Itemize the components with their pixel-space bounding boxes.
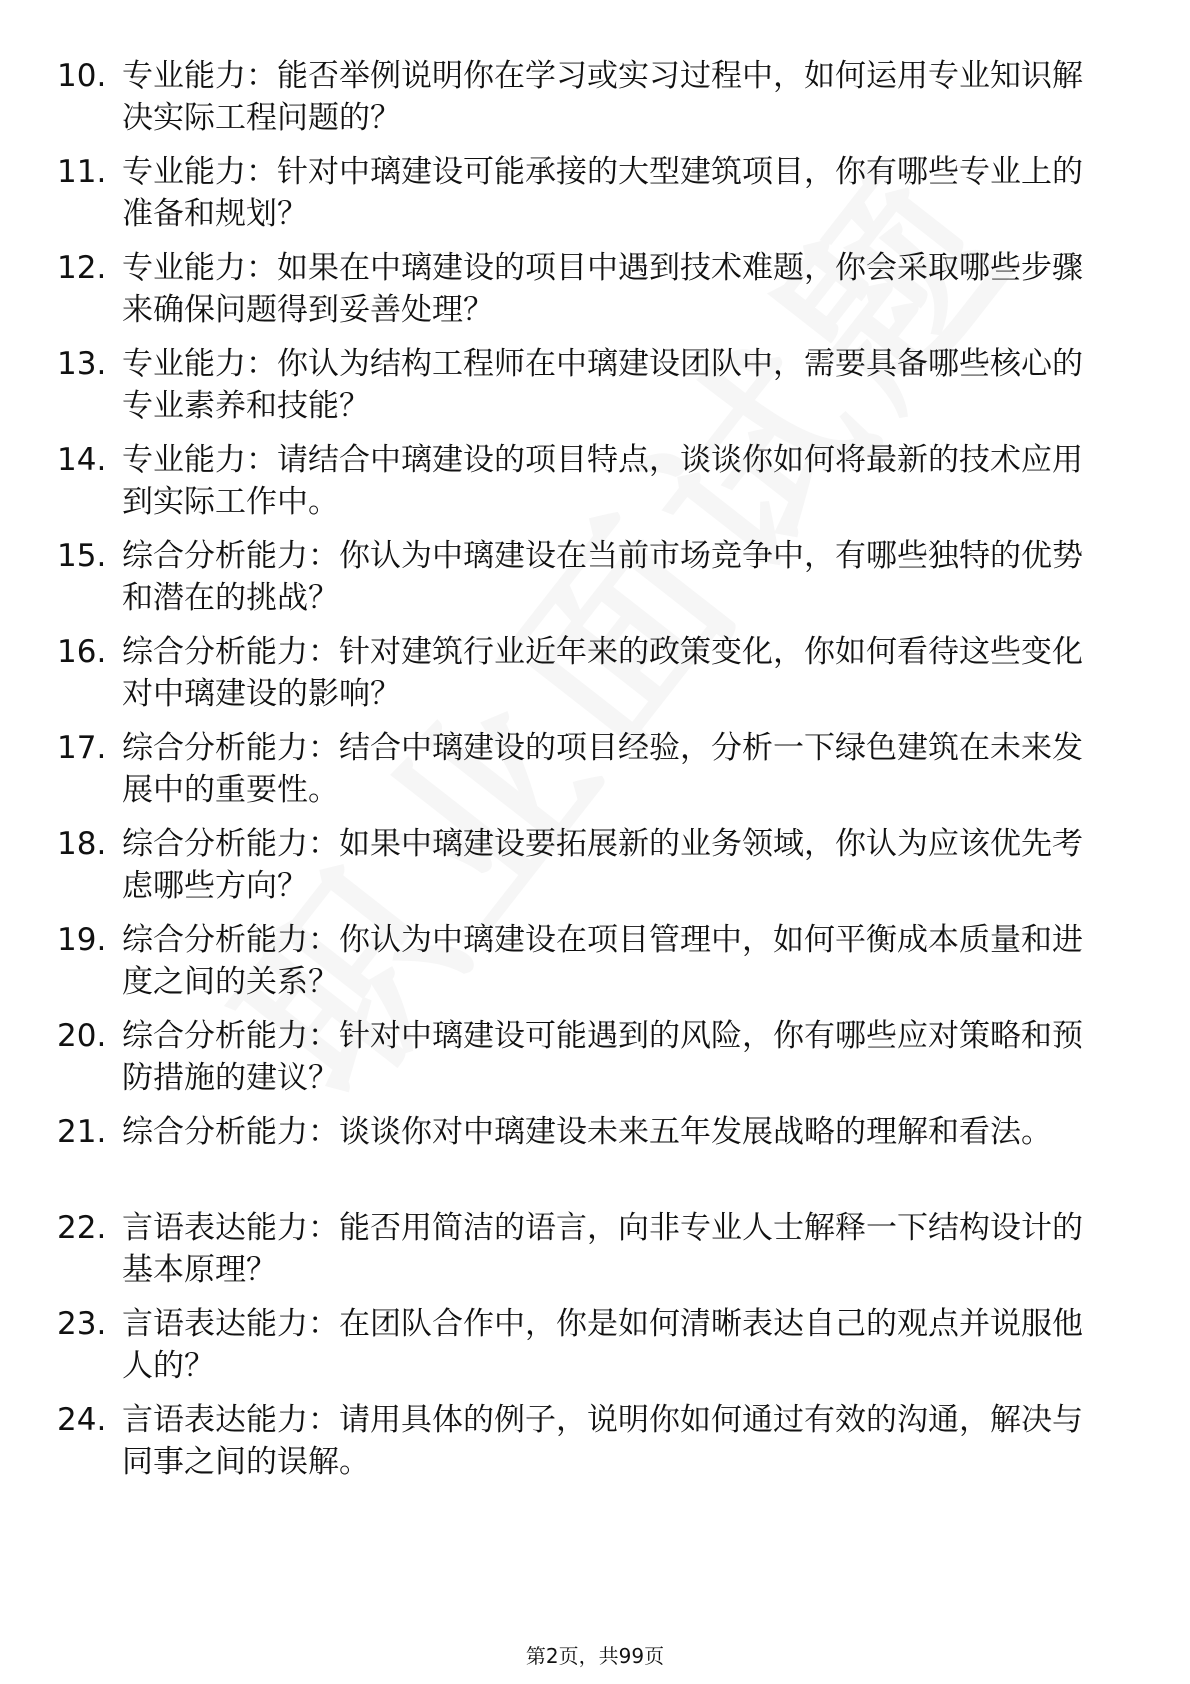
question-number: 21. bbox=[57, 1114, 107, 1150]
question-number: 18. bbox=[57, 826, 107, 862]
question-item bbox=[57, 1207, 1117, 1303]
question-number: 11. bbox=[57, 154, 107, 190]
question-text: 专业能力：针对中璃建设可能承接的大型建筑项目，你有哪些专业上的准备和规划？ bbox=[122, 154, 1083, 232]
question-number: 22. bbox=[57, 1210, 107, 1246]
question-text: 言语表达能力：在团队合作中，你是如何清晰表达自己的观点并说服他人的？ bbox=[122, 1306, 1083, 1384]
question-item bbox=[57, 823, 1117, 919]
question-item bbox=[57, 631, 1117, 727]
question-list bbox=[57, 55, 1117, 1495]
question-text: 综合分析能力：谈谈你对中璃建设未来五年发展战略的理解和看法。 bbox=[122, 1114, 1052, 1150]
question-item bbox=[57, 535, 1117, 631]
question-number: 17. bbox=[57, 730, 107, 766]
question-item bbox=[57, 151, 1117, 247]
question-number: 16. bbox=[57, 634, 107, 670]
question-text: 综合分析能力：你认为中璃建设在当前市场竞争中，有哪些独特的优势和潜在的挑战？ bbox=[122, 538, 1083, 616]
question-text: 言语表达能力：请用具体的例子，说明你如何通过有效的沟通，解决与同事之间的误解。 bbox=[122, 1402, 1083, 1480]
question-number: 14. bbox=[57, 442, 107, 478]
page-number: 第2页，共99页 bbox=[525, 1644, 665, 1668]
question-item bbox=[57, 247, 1117, 343]
question-item bbox=[57, 1111, 1117, 1207]
question-text: 综合分析能力：你认为中璃建设在项目管理中，如何平衡成本质量和进度之间的关系？ bbox=[122, 922, 1083, 1000]
question-item bbox=[57, 55, 1117, 151]
question-text: 综合分析能力：如果中璃建设要拓展新的业务领域，你认为应该优先考虑哪些方向？ bbox=[122, 826, 1083, 904]
question-text: 综合分析能力：结合中璃建设的项目经验，分析一下绿色建筑在未来发展中的重要性。 bbox=[122, 730, 1083, 808]
question-number: 20. bbox=[57, 1018, 107, 1054]
question-text: 综合分析能力：针对中璃建设可能遇到的风险，你有哪些应对策略和预防措施的建议？ bbox=[122, 1018, 1083, 1096]
question-item bbox=[57, 727, 1117, 823]
question-item bbox=[57, 1399, 1117, 1495]
question-number: 19. bbox=[57, 922, 107, 958]
question-text: 专业能力：能否举例说明你在学习或实习过程中，如何运用专业知识解决实际工程问题的？ bbox=[122, 58, 1083, 136]
question-text: 言语表达能力：能否用简洁的语言，向非专业人士解释一下结构设计的基本原理？ bbox=[122, 1210, 1083, 1288]
question-number: 13. bbox=[57, 346, 107, 382]
question-number: 10. bbox=[57, 58, 107, 94]
question-text: 综合分析能力：针对建筑行业近年来的政策变化，你如何看待这些变化对中璃建设的影响？ bbox=[122, 634, 1083, 712]
question-text: 专业能力：请结合中璃建设的项目特点，谈谈你如何将最新的技术应用到实际工作中。 bbox=[122, 442, 1083, 520]
question-number: 15. bbox=[57, 538, 107, 574]
question-number: 24. bbox=[57, 1402, 107, 1438]
question-item bbox=[57, 439, 1117, 535]
question-number: 23. bbox=[57, 1306, 107, 1342]
question-text: 专业能力：如果在中璃建设的项目中遇到技术难题，你会采取哪些步骤来确保问题得到妥善处理？ bbox=[122, 250, 1083, 328]
question-item bbox=[57, 919, 1117, 1015]
question-item bbox=[57, 1015, 1117, 1111]
question-item bbox=[57, 1303, 1117, 1399]
question-number: 12. bbox=[57, 250, 107, 286]
question-text: 专业能力：你认为结构工程师在中璃建设团队中，需要具备哪些核心的专业素养和技能？ bbox=[122, 346, 1083, 424]
question-item bbox=[57, 343, 1117, 439]
